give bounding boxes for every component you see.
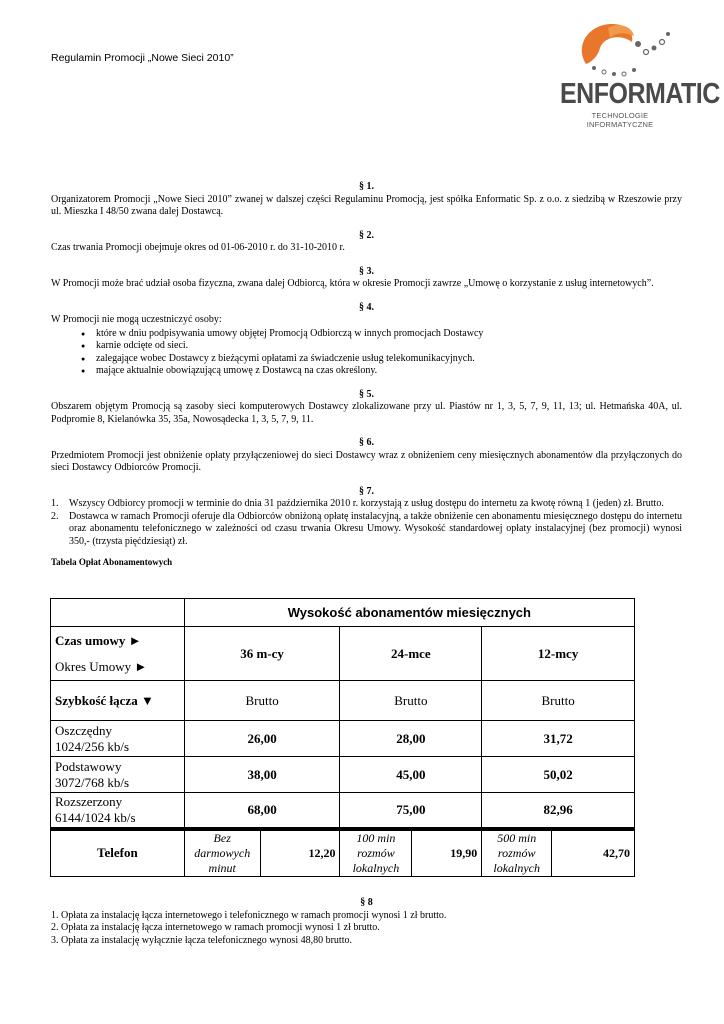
table-row (51, 721, 635, 757)
item-text: Dostawca w ramach Promocji oferuje dla Odbiorców obniżoną opłatę instalacyjną, a także obniżenie cen abonamentu miesięcznego dostępu do internetu oraz abonamentu telefonicznego w zależności od czasu trwania Okresu Umowy. Wysokość standardowej opłaty instalacyjnej (bez promocji) wynosi 350,- (trzysta pięćdziesiąt) zł. (69, 510, 682, 547)
list-item: ● karnie odcięte od sieci. (81, 340, 682, 353)
logo-wordmark: ENFORMATIC (560, 77, 720, 111)
section-2-heading: § 2. (359, 229, 374, 241)
item-number: 1. (51, 498, 59, 509)
section-1-heading: § 1. (359, 181, 374, 192)
period-label-cell (51, 627, 185, 681)
section-3-heading: § 3. (359, 265, 374, 277)
globe-logo-icon (560, 14, 680, 84)
list-item (51, 498, 682, 511)
desc-line: 500 min (497, 830, 537, 845)
section-3-text: W Promocji może brać udział osoba fizyczna, zwana dalej Odbiorcą, która w okresie Promocji zawrze „Umowę o korzystanie z usług internetowych”. (51, 278, 654, 289)
section-4-list (51, 328, 682, 378)
plan-name: Podstawowy (55, 758, 122, 774)
plan-speed: 3072/768 kb/s (55, 774, 130, 790)
phone-plan-desc (184, 829, 260, 877)
list-item (51, 511, 682, 549)
phone-plan-desc (482, 829, 552, 877)
regulations-body (51, 181, 682, 569)
desc-line: lokalnych (352, 860, 400, 875)
contract-label: Okres Umowy ► (55, 658, 148, 674)
section-4-text: W Promocji nie mogą uczestniczyć osoby: (51, 314, 222, 325)
section-7-heading: § 7. (359, 485, 374, 497)
section-4-heading: § 4. (359, 301, 374, 313)
price-cell: 50,02 (482, 757, 635, 793)
section-6-heading: § 6. (359, 437, 374, 448)
phone-price: 19,90 (412, 829, 482, 877)
period-36: 36 m-cy (184, 627, 340, 681)
section-6-text: Przedmiotem Promocji jest obniżenie opłaty przyłączeniowej do sieci Dostawcy wraz z obniżeniem ceny miesięcznych abonamentów dla przyłączonych do sieci Dostawcy Odbiorców Promocji. (51, 449, 682, 473)
plan-speed: 6144/1024 kb/s (55, 809, 136, 825)
plan-cell (51, 757, 185, 793)
item-text: Wszyscy Odbiorcy promocji w terminie do dnia 31 października 2010 r. korzystają z usług dostępu do internetu za kwotę równą 1 (jeden) zł. Brutto. (69, 498, 664, 509)
phone-price: 42,70 (552, 829, 635, 877)
section-5-heading: § 5. (359, 388, 374, 400)
phone-plan-desc (340, 829, 412, 877)
section-8 (51, 897, 682, 947)
list-item: ● mające aktualnie obowiązującą umowę z Dostawcą na czas określony. (81, 365, 682, 378)
item-number: 2. (51, 510, 59, 522)
desc-line: minut (208, 860, 236, 875)
enformatic-logo (560, 14, 720, 129)
phone-price: 12,20 (260, 829, 340, 877)
gross-label: Brutto (184, 681, 340, 721)
plan-name: Rozszerzony (55, 793, 123, 809)
plan-cell (51, 793, 185, 829)
gross-label: Brutto (482, 681, 635, 721)
desc-line: rozmów (497, 845, 536, 860)
list-item: ● które w dniu podpisywania umowy objętej Promocją Odbiorczą w innych promocjach Dostawcy (81, 328, 682, 341)
section-5-text: Obszarem objętym Promocją są zasoby sieci komputerowych Dostawcy zlokalizowane przy ul. Piastów nr 1, 3, 5, 7, 9, 11, 13; ul. Hetmańska 40A, ul. Podpromie 8, Kielanówka 35, 35a, Nowosądecka 1, 3, 5, 7, 9, 11. (51, 401, 682, 425)
table-row (51, 793, 635, 829)
table-row (51, 757, 635, 793)
table-caption: Tabela Opłat Abonamentowych (51, 557, 173, 567)
plan-cell (51, 721, 185, 757)
price-cell: 45,00 (340, 757, 482, 793)
list-item: ● zalegające wobec Dostawcy z bieżącymi opłatami za świadczenie usług telekomunikacyjnych. (81, 353, 682, 366)
plan-name: Oszczędny (55, 722, 113, 738)
price-cell: 31,72 (482, 721, 635, 757)
period-label: Czas umowy ► (55, 632, 142, 648)
section-8-line: 2. Opłata za instalację łącza internetowego w ramach promocji wynosi 1 zł brutto. (51, 922, 380, 933)
section-8-line: 1. Opłata za instalację łącza internetowego i telefonicznego w ramach promocji wynosi 1 zł brutto. (51, 909, 447, 921)
section-2-text: Czas trwania Promocji obejmuje okres od 01-06-2010 r. do 31-10-2010 r. (51, 242, 345, 253)
gross-label: Brutto (340, 681, 482, 721)
subscription-fees-table (50, 598, 635, 877)
period-12: 12-mcy (482, 627, 635, 681)
price-cell: 28,00 (340, 721, 482, 757)
price-cell: 38,00 (184, 757, 340, 793)
table-header: Wysokość abonamentów miesięcznych (184, 599, 634, 627)
section-1-text: Organizatorem Promocji „Nowe Sieci 2010” zwanej w dalszej części Regulaminu Promocją, jest spółka Enformatic Sp. z o.o. z siedzibą w Rzeszowie przy ul. Mieszka I 48/50 zwana dalej Dostawcą. (51, 193, 682, 217)
plan-speed: 1024/256 kb/s (55, 738, 130, 754)
desc-line: darmowych (194, 845, 251, 860)
logo-subtitle: TECHNOLOGIE INFORMATYCZNE (586, 111, 654, 129)
price-cell: 26,00 (184, 721, 340, 757)
price-cell: 68,00 (184, 793, 340, 829)
desc-line: Bez (213, 830, 231, 845)
period-24: 24-mce (340, 627, 482, 681)
price-cell: 82,96 (482, 793, 635, 829)
phone-row (51, 829, 635, 877)
section-7-list (51, 498, 682, 548)
price-cell: 75,00 (340, 793, 482, 829)
phone-label: Telefon (51, 829, 185, 877)
document-header-title: Regulamin Promocji „Nowe Sieci 2010” (51, 52, 234, 64)
desc-line: rozmów (357, 845, 395, 860)
section-8-line: 3. Opłata za instalację wyłącznie łącza telefonicznego wynosi 48,80 brutto. (51, 934, 352, 946)
desc-line: 100 min (356, 830, 396, 845)
speed-label: Szybkość łącza ▼ (51, 681, 185, 721)
desc-line: lokalnych (493, 860, 541, 875)
section-8-heading: § 8 (360, 897, 373, 908)
